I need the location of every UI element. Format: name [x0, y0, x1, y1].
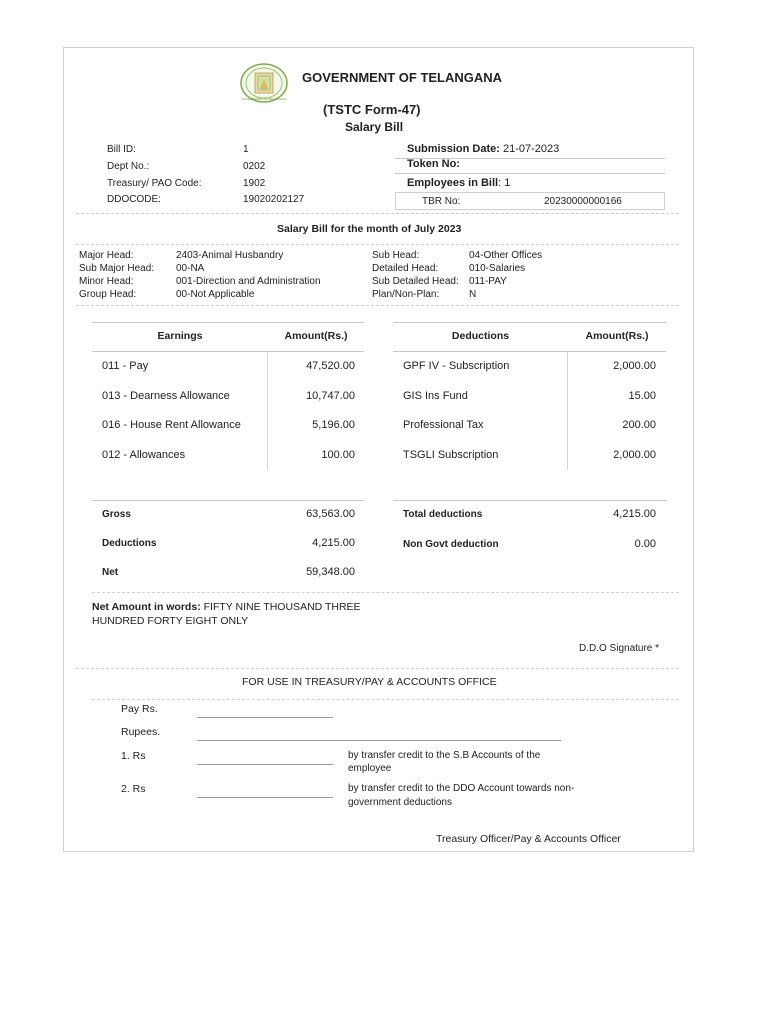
token-label: Token No:	[407, 158, 460, 170]
rs2-label: 2. Rs	[121, 783, 146, 795]
pay-rs-field	[197, 717, 333, 718]
rupees-field	[197, 740, 561, 741]
deductions-total-label: Deductions	[102, 538, 157, 549]
net-amount: 59,348.00	[306, 566, 355, 578]
divider	[92, 500, 364, 501]
words-line1: FIFTY NINE THOUSAND THREE	[203, 601, 361, 613]
earning-name: 011 - Pay	[102, 360, 149, 372]
earning-amount: 10,747.00	[306, 390, 355, 402]
treasury-section-title: FOR USE IN TREASURY/PAY & ACCOUNTS OFFICE	[242, 676, 497, 688]
ddo-signature: D.D.O Signature *	[579, 643, 660, 654]
total-deductions-label: Total deductions	[403, 509, 483, 520]
sub-head-value: 04-Other Offices	[469, 250, 543, 261]
non-govt-deduction-amount: 0.00	[634, 538, 656, 550]
govt-title: GOVERNMENT OF TELANGANA	[302, 70, 503, 85]
rs1-label: 1. Rs	[121, 750, 146, 762]
tbr-label: TBR No:	[422, 196, 461, 207]
form-number: (TSTC Form-47)	[323, 102, 421, 117]
divider	[395, 173, 665, 174]
svg-text:GOVERNMENT OF TELANGANA: GOVERNMENT OF TELANGANA	[241, 97, 287, 101]
bill-id-value: 1	[243, 144, 249, 155]
detailed-head-value: 010-Salaries	[469, 263, 526, 274]
dept-value: 0202	[243, 161, 266, 172]
rs2-field	[197, 797, 333, 798]
bill-title: Salary Bill	[345, 120, 404, 134]
sub-head-label: Sub Head:	[372, 250, 420, 261]
gross-label: Gross	[102, 509, 131, 520]
minor-head-value: 001-Direction and Administration	[176, 276, 321, 287]
total-deductions-amount: 4,215.00	[613, 508, 656, 520]
group-head-value: 00-Not Applicable	[176, 289, 255, 300]
telangana-emblem-icon	[240, 63, 288, 103]
deduction-amount: 15.00	[628, 390, 656, 402]
deduction-name: GPF IV - Subscription	[403, 360, 510, 372]
ddocode-value: 19020202127	[243, 194, 305, 205]
deduction-name: GIS Ins Fund	[403, 390, 468, 402]
divider	[393, 351, 666, 352]
deduction-amount: 200.00	[622, 419, 656, 431]
net-label: Net	[102, 567, 119, 578]
submission-date	[407, 143, 559, 155]
deduction-name: Professional Tax	[403, 419, 484, 431]
divider	[76, 668, 679, 669]
sub-major-head-value: 00-NA	[176, 263, 205, 274]
submission-value: 21-07-2023	[502, 143, 560, 155]
earning-amount: 100.00	[321, 449, 355, 461]
rs2-text-line2: government deductions	[348, 797, 452, 808]
rs2-text-line1: by transfer credit to the DDO Account towards non-	[348, 783, 575, 794]
plan-label: Plan/Non-Plan:	[372, 289, 440, 300]
divider	[92, 351, 364, 352]
sub-detailed-head-label: Sub Detailed Head:	[372, 276, 459, 287]
deductions-header: Deductions	[451, 330, 510, 342]
earnings-amount-header: Amount(Rs.)	[284, 330, 348, 342]
dept-label: Dept No.:	[107, 161, 150, 172]
major-head-value: 2403-Animal Husbandry	[176, 250, 284, 261]
words-label: Net Amount in words:	[92, 601, 201, 613]
deduction-name: TSGLI Subscription	[403, 449, 499, 461]
employees-label: Employees in Bill	[407, 177, 499, 189]
month-title: Salary Bill for the month of July 2023	[277, 223, 462, 235]
words-line2: HUNDRED FORTY EIGHT ONLY	[92, 615, 249, 627]
earning-name: 012 - Allowances	[102, 449, 186, 461]
rs1-text-line2: employee	[348, 763, 392, 774]
rupees-label: Rupees.	[121, 726, 161, 738]
divider	[76, 244, 679, 245]
major-head-label: Major Head:	[79, 250, 134, 261]
plan-value: N	[469, 289, 477, 300]
submission-label: Submission Date:	[407, 143, 500, 155]
earning-name: 013 - Dearness Allowance	[102, 390, 230, 402]
divider	[76, 213, 679, 214]
deductions-amount-header: Amount(Rs.)	[585, 330, 649, 342]
non-govt-deduction-label: Non Govt deduction	[403, 539, 499, 550]
tbr-value: 20230000000166	[544, 196, 622, 207]
sub-detailed-head-value: 011-PAY	[469, 276, 507, 287]
group-head-label: Group Head:	[79, 289, 137, 300]
deductions-total-amount: 4,215.00	[312, 537, 355, 549]
employees-value: : 1	[498, 177, 511, 189]
pay-rs-label: Pay Rs.	[121, 703, 158, 715]
detailed-head-label: Detailed Head:	[372, 263, 439, 274]
sub-major-head-label: Sub Major Head:	[79, 263, 155, 274]
deduction-amount: 2,000.00	[613, 449, 656, 461]
rs1-text-line1: by transfer credit to the S.B Accounts of the	[348, 750, 541, 761]
rs1-field	[197, 764, 333, 765]
treasury-officer-signature: Treasury Officer/Pay & Accounts Officer	[436, 833, 621, 845]
earning-amount: 47,520.00	[306, 360, 355, 372]
minor-head-label: Minor Head:	[79, 276, 134, 287]
deduction-amount: 2,000.00	[613, 360, 656, 372]
treasury-label: Treasury/ PAO Code:	[107, 178, 202, 189]
treasury-value: 1902	[243, 178, 266, 189]
employees-in-bill	[407, 177, 510, 189]
divider	[92, 699, 679, 700]
gross-amount: 63,563.00	[306, 508, 355, 520]
net-amount-in-words	[92, 601, 361, 613]
earning-amount: 5,196.00	[312, 419, 355, 431]
divider	[92, 592, 679, 593]
divider	[76, 305, 679, 306]
earnings-header: Earnings	[157, 330, 203, 342]
earning-name: 016 - House Rent Allowance	[102, 419, 241, 431]
ddocode-label: DDOCODE:	[107, 194, 161, 205]
divider	[92, 322, 364, 323]
divider	[393, 500, 666, 501]
bill-id-label: Bill ID:	[107, 144, 136, 155]
divider	[393, 322, 666, 323]
